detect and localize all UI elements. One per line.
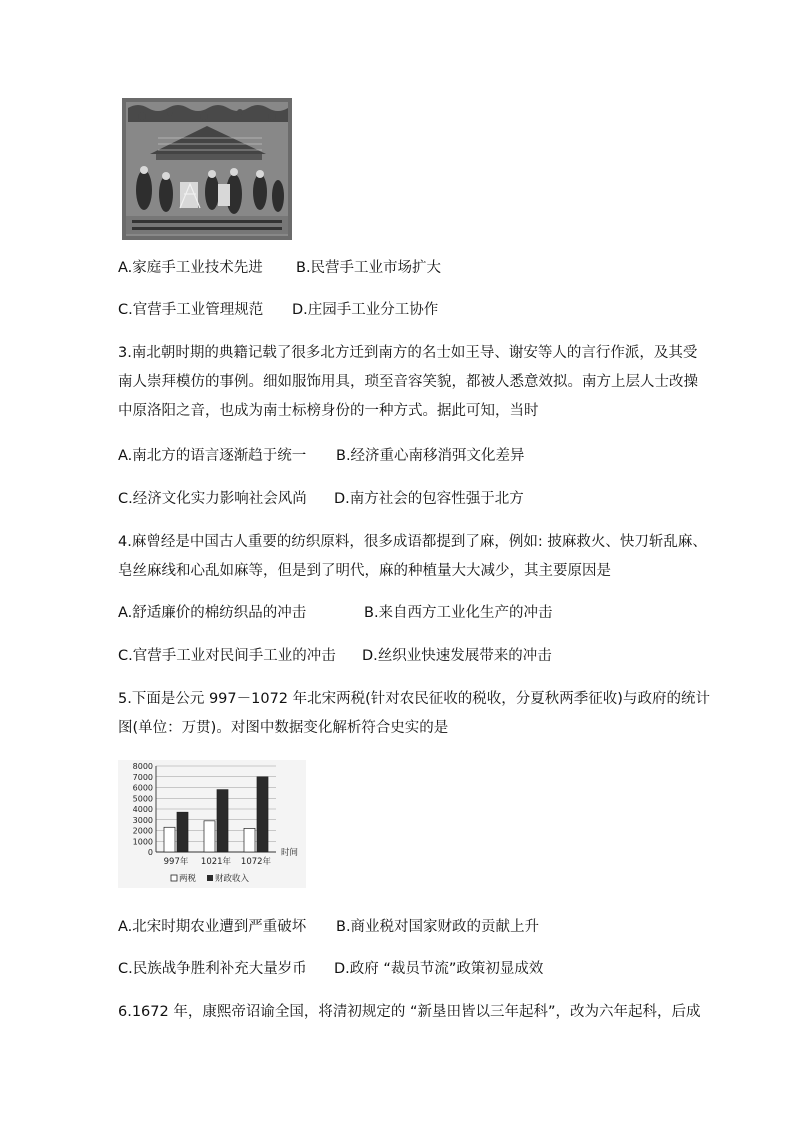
chart-x-axis-title: 时间: [281, 848, 299, 858]
chart-bars: [164, 777, 268, 852]
chart-svg: [118, 760, 306, 888]
legend-swatch-revenue: [207, 875, 213, 881]
q4-option-c: C.官营手工业对民间手工业的冲击: [118, 648, 336, 664]
q4-stem-line-1: 4.麻曾经是中国古人重要的纺织原料，很多成语都提到了麻，例如: 披麻救火、快刀斩乱麻、: [118, 534, 707, 550]
x-tick-label: 1021年: [200, 857, 232, 867]
tax-revenue-chart: [118, 760, 306, 888]
q5-option-b: B.商业税对国家财政的贡献上升: [336, 919, 540, 935]
y-tick-label: 5000: [132, 794, 153, 804]
q5-option-d: D.政府 “裁员节流”政策初显成效: [334, 961, 544, 977]
y-tick-label: 0: [147, 848, 153, 857]
bar-two-tax: [204, 821, 215, 852]
q4-option-b: B.来自西方工业化生产的冲击: [364, 605, 553, 621]
bar-revenue: [257, 777, 268, 852]
q6-stem-line-1: 6.1672 年，康熙帝诏谕全国，将清初规定的 “新垦田皆以三年起科”，改为六年起科，后成: [118, 1004, 701, 1020]
legend-label-two-tax: 两税: [179, 874, 197, 884]
bar-two-tax: [244, 828, 255, 852]
bar-revenue: [177, 812, 188, 852]
q2-option-c: C.官营手工业管理规范: [118, 302, 264, 318]
chart-legend: [171, 873, 250, 884]
q4-option-a: A.舒适廉价的棉纺织品的冲击: [118, 605, 307, 621]
q3-option-d: D.南方社会的包容性强于北方: [334, 491, 524, 507]
y-tick-label: 3000: [132, 815, 153, 825]
y-tick-label: 4000: [132, 805, 153, 814]
y-tick-label: 8000: [132, 762, 153, 771]
legend-swatch-two-tax: [171, 875, 177, 881]
bar-two-tax: [164, 827, 175, 852]
bar-revenue: [217, 790, 228, 852]
q5-option-c: C.民族战争胜利补充大量岁币: [118, 961, 307, 977]
q3-option-c: C.经济文化实力影响社会风尚: [118, 491, 307, 507]
q5-stem-line-2: 图(单位：万贯)。对图中数据变化解析符合史实的是: [118, 720, 449, 736]
q4-option-d: D.丝织业快速发展带来的冲击: [362, 648, 552, 664]
x-tick-label: 1072年: [240, 857, 272, 867]
y-tick-label: 1000: [132, 837, 153, 847]
y-tick-label: 7000: [132, 772, 153, 782]
y-tick-label: 2000: [132, 826, 153, 836]
q5-stem-line-1: 5.下面是公元 997－1072 年北宋两税(针对农民征收的税收，分夏秋两季征收)与政府的统计: [118, 691, 710, 707]
chart-y-ticks: [133, 762, 153, 857]
chart-x-labels: [164, 856, 272, 867]
legend-label-revenue: 财政收入: [215, 874, 250, 884]
q3-option-b: B.经济重心南移消弭文化差异: [336, 448, 525, 464]
q4-stem-line-2: 皂丝麻线和心乱如麻等，但是到了明代，麻的种植量大大减少，其主要原因是: [118, 563, 611, 579]
q2-option-b: B.民营手工业市场扩大: [296, 260, 442, 276]
q2-option-d: D.庄园手工业分工协作: [292, 302, 439, 318]
q3-stem-line-3: 中原洛阳之音，也成为南士标榜身份的一种方式。据此可知，当时: [118, 403, 539, 419]
q5-option-a: A.北宋时期农业遭到严重破坏: [118, 919, 307, 935]
q3-option-a: A.南北方的语言逐渐趋于统一: [118, 448, 307, 464]
q3-stem-line-1: 3.南北朝时期的典籍记载了很多北方迁到南方的名士如王导、谢安等人的言行作派，及其受: [118, 345, 698, 361]
relief-image: [122, 98, 292, 240]
q3-stem-line-2: 南人崇拜模仿的事例。细如服饰用具，琐至音容笑貌，都被人悉意效拟。南方上层人士改操: [118, 374, 698, 390]
q2-option-a: A.家庭手工业技术先进: [118, 260, 263, 276]
y-tick-label: 6000: [132, 783, 153, 793]
x-tick-label: 997年: [163, 857, 189, 867]
